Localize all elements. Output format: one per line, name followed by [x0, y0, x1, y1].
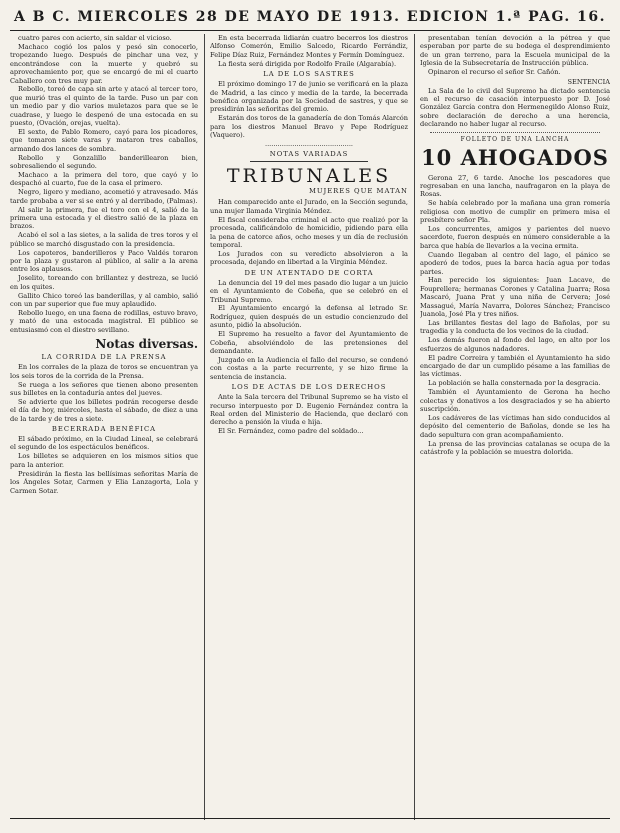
subheading: LA CORRIDA DE LA PRENSA	[41, 353, 167, 362]
subheading: BECERRADA BENÉFICA	[51, 425, 157, 434]
paragraph: El Sr. Fernández, como padre del soldado...	[218, 427, 364, 436]
paragraph: Los demás fueron al fondo del lago, en alto por los esfuerzos de algunos nadadores.	[420, 336, 610, 353]
paragraph: El Ayuntamiento encargó la defensa al letrado Sr. Rodríguez, quien después de un estudio concienzudo del asunto, pidió la absolución.	[210, 304, 408, 330]
paragraph: El Supremo ha resuelto a favor del Ayuntamiento de Cobeña, absolviéndolo de las pretensiones del demandante.	[210, 330, 408, 355]
paragraph: El sábado próximo, en la Ciudad Lineal, se celebrará el segundo de los espectáculos benéficos.	[10, 435, 198, 452]
subheading: LOS DE ACTAS DE LOS DERECHOS	[231, 383, 387, 392]
paragraph: Los capoteros, banderilleros y Paco Valdés toraron por la plaza y gustaron al público, al salir a la arena entre los aplausos.	[10, 248, 198, 274]
paragraph: Gallito Chico toreó las banderillas, y al cambio, salió con un par superior que fue muy aplaudido.	[10, 291, 198, 309]
paragraph: cuatro pares con acierto, sin saldar el vicioso.	[18, 34, 172, 42]
paragraph: La población se halla consternada por la desgracia.	[428, 379, 601, 388]
paragraph: Presidirán la fiesta las bellísimas señoritas María de los Ángeles Sotar, Carmen y Elia Lanzagorta, Lola y Carmen Sotar.	[10, 469, 198, 495]
column-1	[10, 34, 198, 820]
paragraph: Machaco a la primera del toro, que cayó y lo despachó al cuarto, fue de la casa el primero.	[10, 171, 198, 188]
paragraph: La fiesta será dirigida por Rodolfo Fraile (Algarabía).	[218, 59, 397, 68]
paragraph: El sexto, de Pablo Romero, cayó para los picadores, que tomaron siete varas y mataron tres caballos, armando dos lances de sombra.	[10, 127, 198, 153]
paragraph: En los corrales de la plaza de toros se encuentran ya los seis toros de la corrida de la Prensa.	[10, 363, 198, 380]
paragraph: Han perecido los siguientes: Juan Lacave, de Fouprellera; hermanas Corones y Catalina Juarra; Rosa Mascaró, Juana Prat y una niña de Cervera; José Massagué, María Navarra, Dolores Sánchez; Francisco Juanola, José Pla y tres niños.	[420, 276, 610, 319]
footer-rule	[10, 818, 610, 825]
paragraph: Han comparecido ante el Jurado, en la Sección segunda, una mujer llamada Virginia Méndez.	[210, 198, 408, 215]
subheading: NOTAS VARIADAS	[269, 150, 349, 159]
column-3	[420, 34, 610, 820]
paragraph: Machaco cogió los palos y pesó sin conocerlo, tropezando luego. Después de pinchar una vez, y encontrándose con la muerte y quebró su aprovechamiento por, que se encargó de mi el cuarto Caballero con tres muy par.	[10, 42, 198, 85]
column-2	[210, 34, 408, 820]
paragraph: La Sala de lo civil del Supremo ha dictado sentencia en el recurso de casación interpuesto por D. José González García contra don Hermenegildo Alonso Ruiz, sobre declaración de derecho a una herencia, declarando no haber lugar al recurso.	[420, 86, 610, 129]
paragraph: Rebollo, toreó de capa sin arte y atacó al tercer toro, que murió tras el quinto de la tarde. Puso un par con un medio par y dio varios muletazos para que se le cuadrase, y luego le despenó de una estocada en su puesto, (Ovación, orejas, vuelta).	[10, 85, 198, 128]
paragraph: Rebollo y Gonzalillo banderillearon bien, sobresaliendo el segundo.	[10, 153, 198, 171]
paragraph: El próximo domingo 17 de junio se verificará en la plaza de Madrid, a las cinco y media de la tarde, la becerrada benéfica organizada por la Sociedad de sastres, y que se presidirán las señoritas del gremio.	[210, 80, 408, 114]
paragraph: Cuando llegaban al centro del lago, el pánico se apoderó de todos, pues la barca hacía agua por todas partes.	[420, 250, 610, 276]
paragraph: La prensa de las provincias catalanas se ocupa de la catástrofe y la población se muestra dolorida.	[420, 439, 610, 457]
paragraph: Estarán dos toros de la ganadería de don Tomás Alarcón para los diestros Manuel Bravo y Pepe Rodríguez (Vaquero).	[210, 114, 408, 140]
paragraph: Los concurrentes, amigos y parientes del nuevo sacerdote, fueron después en número considerable a la barca que había de llevarlos a la vecina ermita.	[420, 225, 610, 250]
paragraph: En esta becerrada lidiarán cuatro becerros los diestros Alfonso Comerón, Emilio Salcedo, Ricardo Ferrándiz, Felipe Díaz Ruiz, Fernández Montes y Fermín Domínguez.	[210, 34, 408, 59]
subheading: DE UN ATENTADO DE CORTA	[244, 268, 374, 277]
section-title-tribunales: TRIBUNALES	[226, 165, 392, 188]
columns	[10, 34, 610, 824]
paragraph: Los billetes se adquieren en los mismos sitios que para la anterior.	[10, 452, 198, 469]
dotted-separator	[430, 132, 600, 133]
paragraph: Se había celebrado por la mañana una gran romería religiosa con motivo de cumplir en primera misa el presbítero señor Pla.	[420, 199, 610, 225]
header-rule	[10, 30, 610, 31]
paragraph: Al salir la primera, fue el toro con el 4, salió de la primera una estocada y el diestro salió de la plaza en brazos.	[10, 205, 198, 231]
paragraph: Juzgado en la Audiencia el fallo del recurso, se condenó con costas a la parte recurrente, y se hizo firme la sentencia de instancia.	[210, 355, 408, 381]
paragraph: Rebollo luego, en una faena de rodillas, estuvo bravo, y mató de una estocada magistral. El público se entusiasmó con el diestro sevillano.	[10, 309, 198, 334]
paragraph: Se advierte que los billetes podrán recogerse desde el día de hoy, miércoles, hasta el sábado, de diez a una de la tarde y de tres a siete.	[10, 397, 198, 423]
paragraph: El padre Correira y también el Ayuntamiento ha sido encargado de dar un cumplido pésame a las familias de las víctimas.	[420, 353, 610, 379]
paragraph: Acabó el sol a las sietes, a la salida de tres toros y el público se marchó disgustado con la presidencia.	[10, 231, 198, 248]
column-divider	[414, 34, 415, 820]
dotted-separator: ..........................................	[264, 140, 354, 149]
subheading: SENTENCIA	[567, 77, 610, 86]
paragraph: El fiscal consideraba criminal el acto que realizó por la procesada, calificándolo de homicidio, pidiendo para ella la pena de catorce años, ocho meses y un día de reclusión temporal.	[210, 215, 408, 249]
subheading: FOLLETO DE UNA LANCHA	[460, 135, 570, 143]
subheading: LA DE LOS SASTRES	[263, 70, 355, 79]
newspaper-page	[10, 8, 610, 825]
paragraph: Opinaron el recurso el señor Sr. Cañón.	[428, 68, 561, 77]
paragraph: Las brillantes fiestas del lago de Bañolas, por su tragedia y la conducta de los vecinos de la ciudad.	[420, 318, 610, 336]
paragraph: presentaban tenían devoción a la pétrea y que esperaban por parte de su bodega el desprendimiento de un gran terreno, para la Escuela municipal de la Iglesia de la Subsecretaría de Instrucción pública.	[420, 34, 610, 68]
paragraph: Joselito, toreando con brillantez y destreza, se lució en los quites.	[10, 274, 198, 291]
paragraph: Negro, ligero y mediano, acometió y atravesado. Más tarde probaba a ver si se entró y al derribado, (Palmas).	[10, 188, 198, 205]
paragraph: Ante la Sala tercera del Tribunal Supremo se ha visto el recurso interpuesto por D. Eugenio Fernández contra la Real orden del Ministerio de Hacienda, que declaró con derecho a pensión la viuda e hija.	[210, 393, 408, 427]
rule	[250, 161, 369, 162]
column-divider	[204, 34, 205, 820]
paragraph: Se ruega a los señores que tienen abono presenten sus billetes en la contaduría antes del jueves.	[10, 380, 198, 397]
paragraph: También el Ayuntamiento de Gerona ha hecho colectas y donativos a los desgraciados y se ha abierto suscripción.	[420, 388, 610, 414]
paragraph: Los cadáveres de las víctimas han sido conducidos al depósito del cementerio de Bañolas, donde se les ha dado sepultura con gran acompañamiento.	[420, 413, 610, 439]
paragraph: Los Jurados con su veredicto absolvieron a la procesada, dejando en libertad a la Virginia Méndez.	[210, 249, 408, 267]
masthead: A B C. MIERCOLES 28 DE MAYO DE 1913. EDICION 1.ª PAG. 16.	[13, 9, 607, 25]
paragraph: Gerona 27, 6 tarde. Anoche los pescadores que regresaban en una lancha, naufragaron en la playa de Rosas.	[420, 173, 610, 199]
section-title-notas: Notas diversas.	[95, 337, 198, 352]
paragraph: La denuncia del 19 del mes pasado dio lugar a un juicio en el Ayuntamiento de Cobeña, que se celebró en el Tribunal Supremo.	[210, 278, 408, 304]
headline-ahogados: 10 AHOGADOS	[421, 144, 609, 170]
subheading: MUJERES QUE MATAN	[308, 187, 408, 196]
